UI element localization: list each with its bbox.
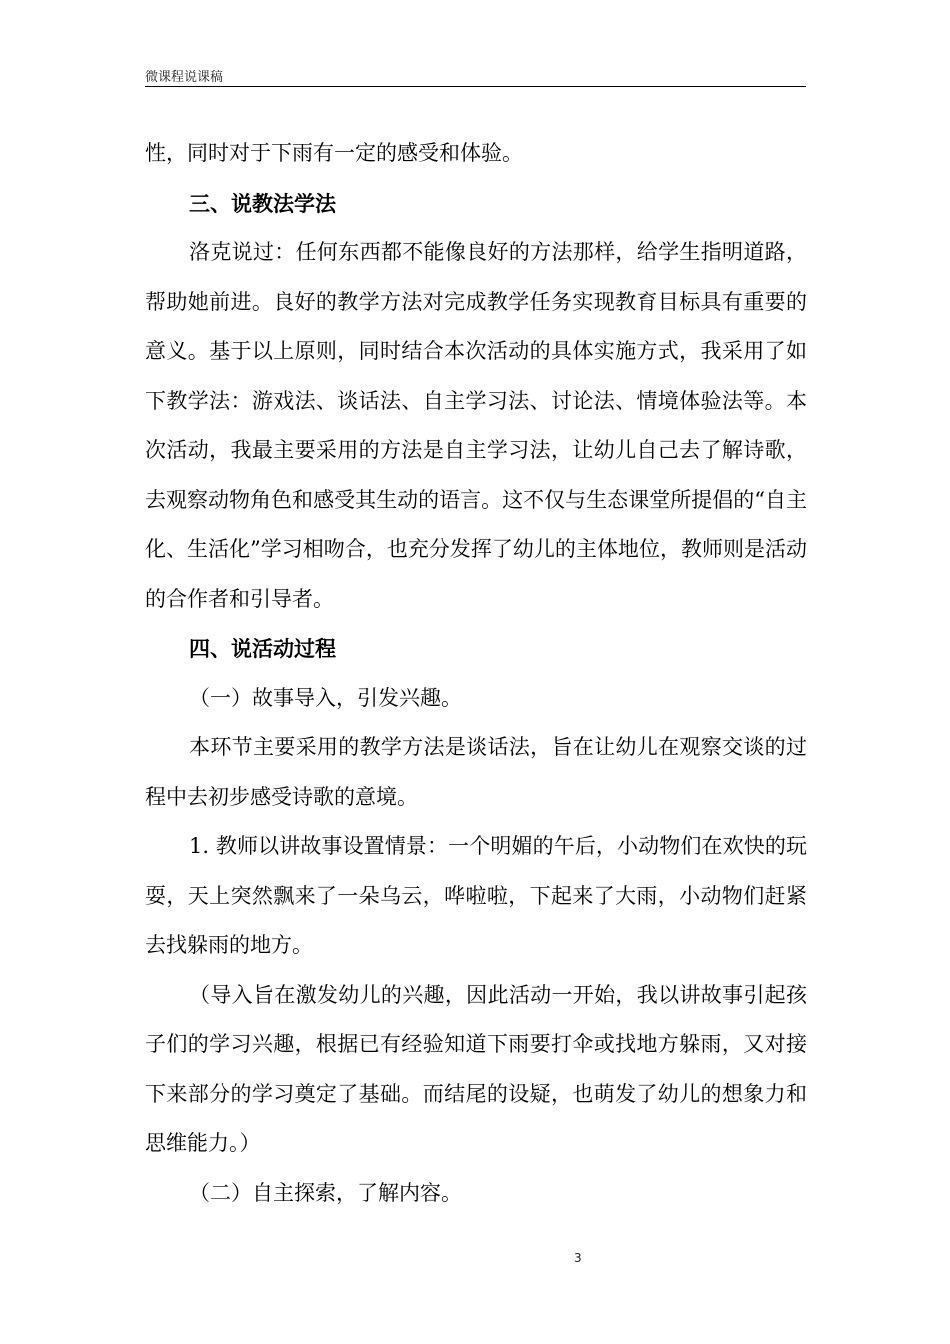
paragraph-step-note: （导入旨在激发幼儿的兴趣，因此活动一开始，我以讲故事引起孩子们的学习兴趣，根据已有经验知道下雨要打伞或找地方躲雨，又对接下来部分的学习奠定了基础。而结尾的设疑，也萌发了幼儿的想象力和思维能力。） xyxy=(145,982,807,1155)
step-title-story-intro: （一）故事导入，引发兴趣。 xyxy=(189,685,462,710)
page-number: 3 xyxy=(574,1251,582,1265)
section-heading-activity-process: 四、说活动过程 xyxy=(189,636,336,661)
paragraph-step-intro: 本环节主要采用的教学方法是谈话法，旨在让幼儿在观察交谈的过程中去初步感受诗歌的意境。 xyxy=(145,735,807,809)
paragraph-continuation: 性，同时对于下雨有一定的感受和体验。 xyxy=(145,141,523,165)
list-item-story-scene: 1. 教师以讲故事设置情景：一个明媚的午后，小动物们在欢快的玩耍，天上突然飘来了一朵乌云，哗啦啦，下起来了大雨，小动物们赶紧去找躲雨的地方。 xyxy=(145,834,807,957)
paragraph-teaching-methods: 洛克说过：任何东西都不能像良好的方法那样，给学生指明道路，帮助她前进。良好的教学方法对完成教学任务实现教育目标具有重要的意义。基于以上原则，同时结合本次活动的具体实施方式，我采用了如下教学法：游戏法、谈话法、自主学习法、讨论法、情境体验法等。本次活动，我最主要采用的方法是自主学习法，让幼儿自己去了解诗歌，去观察动物角色和感受其生动的语言。这不仅与生态课堂所提倡的“自主化、生活化”学习相吻合，也充分发挥了幼儿的主体地位，教师则是活动的合作者和引导者。 xyxy=(145,240,807,611)
section-heading-teaching-methods: 三、说教法学法 xyxy=(189,190,336,216)
document-body xyxy=(145,129,807,1218)
step-title-self-exploration: （二）自主探索，了解内容。 xyxy=(189,1180,462,1205)
header-divider xyxy=(145,86,806,87)
page-header: 微课程说课稿 xyxy=(145,70,224,85)
